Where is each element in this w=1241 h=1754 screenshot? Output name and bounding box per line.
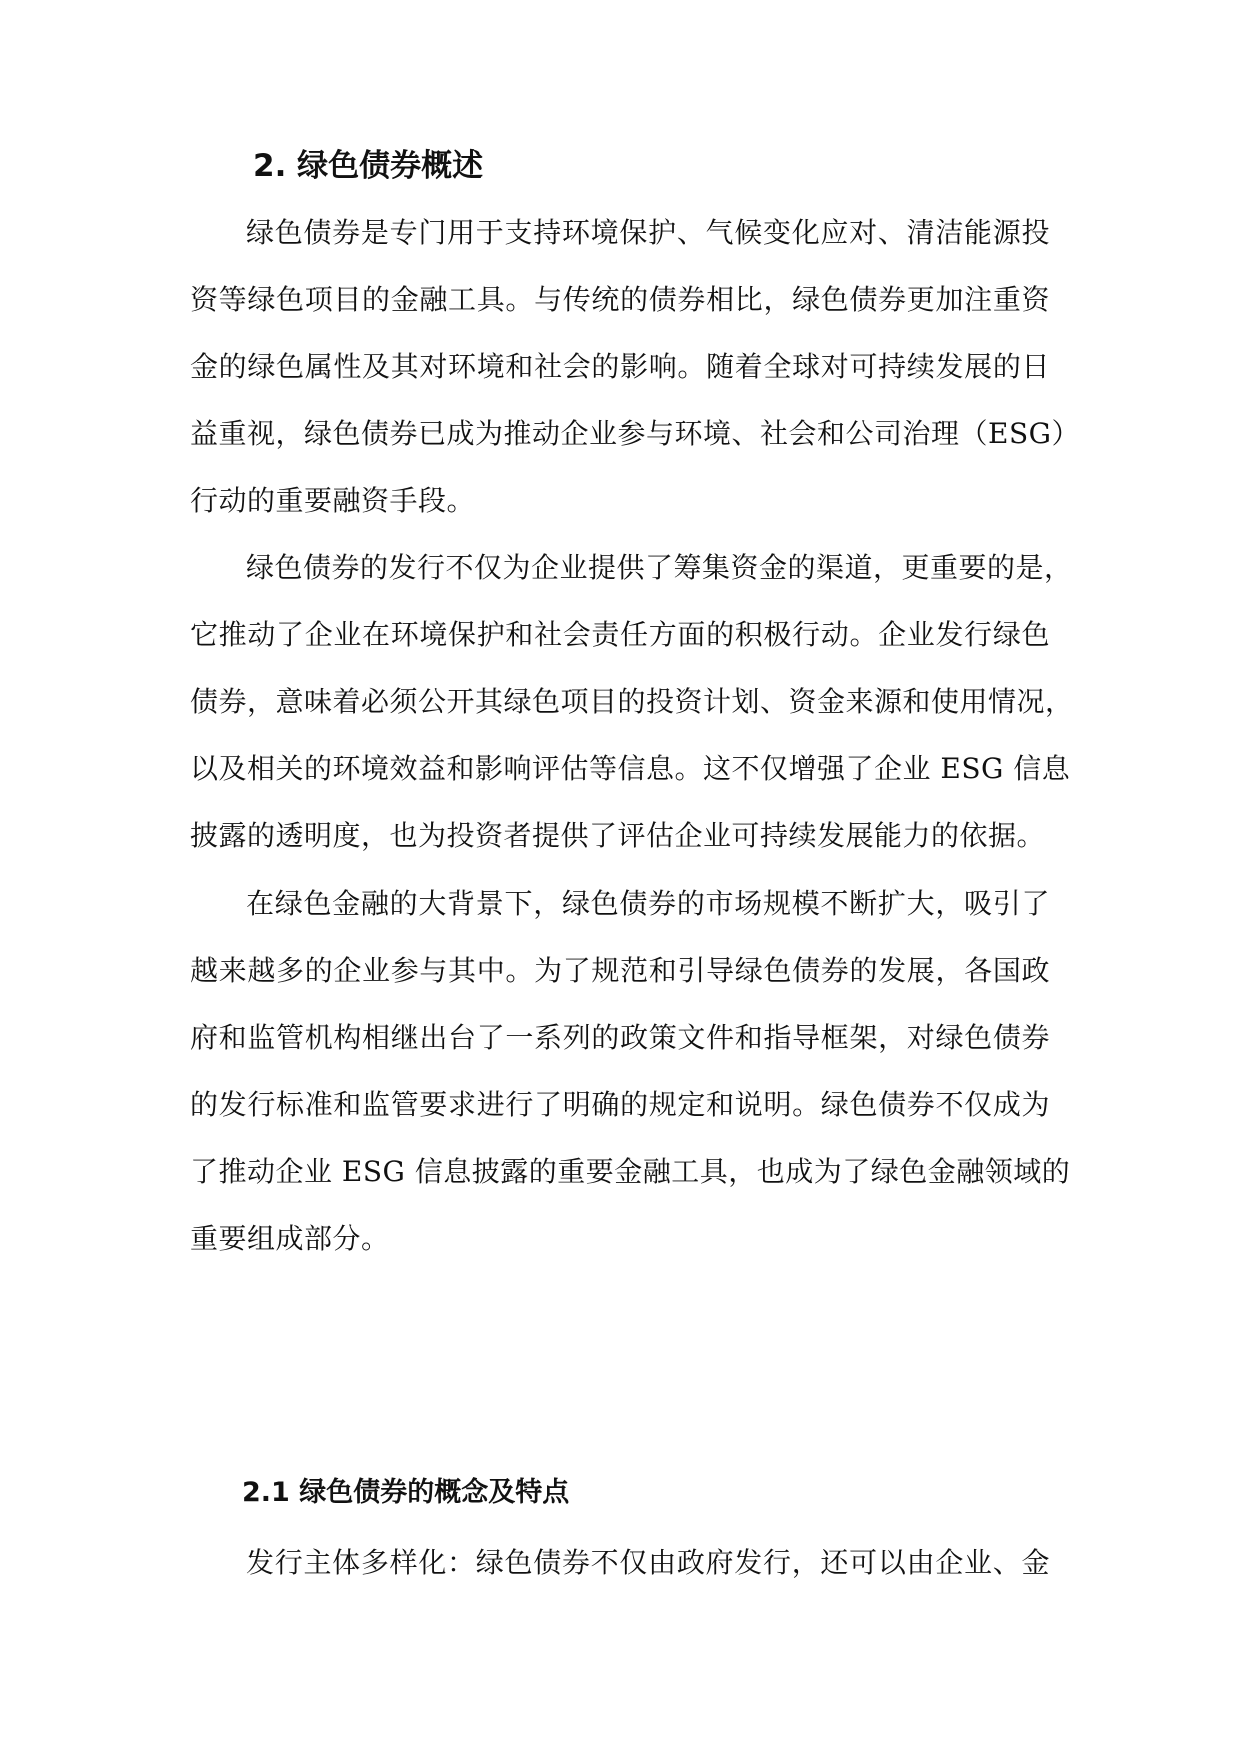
paragraph-1-line-1: 绿色债券是专门用于支持环境保护、气候变化应对、清洁能源投 xyxy=(246,216,1050,249)
paragraph-1-line-2: 资等绿色项目的金融工具。与传统的债券相比，绿色债券更加注重资 xyxy=(190,283,1050,316)
paragraph-3-line-6: 重要组成部分。 xyxy=(190,1222,390,1255)
paragraph-2-line-5: 披露的透明度，也为投资者提供了评估企业可持续发展能力的依据。 xyxy=(190,819,1046,852)
paragraph-3-line-4: 的发行标准和监管要求进行了明确的规定和说明。绿色债券不仅成为 xyxy=(190,1088,1050,1121)
paragraph-2-line-2: 它推动了企业在环境保护和社会责任方面的积极行动。企业发行绿色 xyxy=(190,618,1050,651)
paragraph-2-line-3: 债券，意味着必须公开其绿色项目的投资计划、资金来源和使用情况， xyxy=(190,685,1074,718)
paragraph-1-line-4: 益重视，绿色债券已成为推动企业参与环境、社会和公司治理（ESG） xyxy=(190,417,1080,450)
section-heading: 2. 绿色债券概述 xyxy=(253,148,484,184)
paragraph-1-line-3: 金的绿色属性及其对环境和社会的影响。随着全球对可持续发展的日 xyxy=(190,350,1050,383)
subsection-heading: 2.1 绿色债券的概念及特点 xyxy=(242,1477,570,1508)
paragraph-1-line-5: 行动的重要融资手段。 xyxy=(190,484,476,517)
paragraph-3-line-3: 府和监管机构相继出台了一系列的政策文件和指导框架，对绿色债券 xyxy=(190,1021,1050,1054)
subsection-line-1: 发行主体多样化：绿色债券不仅由政府发行，还可以由企业、金 xyxy=(246,1546,1050,1579)
paragraph-2-line-4: 以及相关的环境效益和影响评估等信息。这不仅增强了企业 ESG 信息 xyxy=(190,752,1071,785)
paragraph-3-line-1: 在绿色金融的大背景下，绿色债券的市场规模不断扩大，吸引了 xyxy=(246,887,1050,920)
paragraph-3-line-5: 了推动企业 ESG 信息披露的重要金融工具，也成为了绿色金融领域的 xyxy=(190,1155,1071,1188)
paragraph-3-line-2: 越来越多的企业参与其中。为了规范和引导绿色债券的发展，各国政 xyxy=(190,954,1050,987)
paragraph-2-line-1: 绿色债券的发行不仅为企业提供了筹集资金的渠道，更重要的是， xyxy=(246,551,1073,584)
